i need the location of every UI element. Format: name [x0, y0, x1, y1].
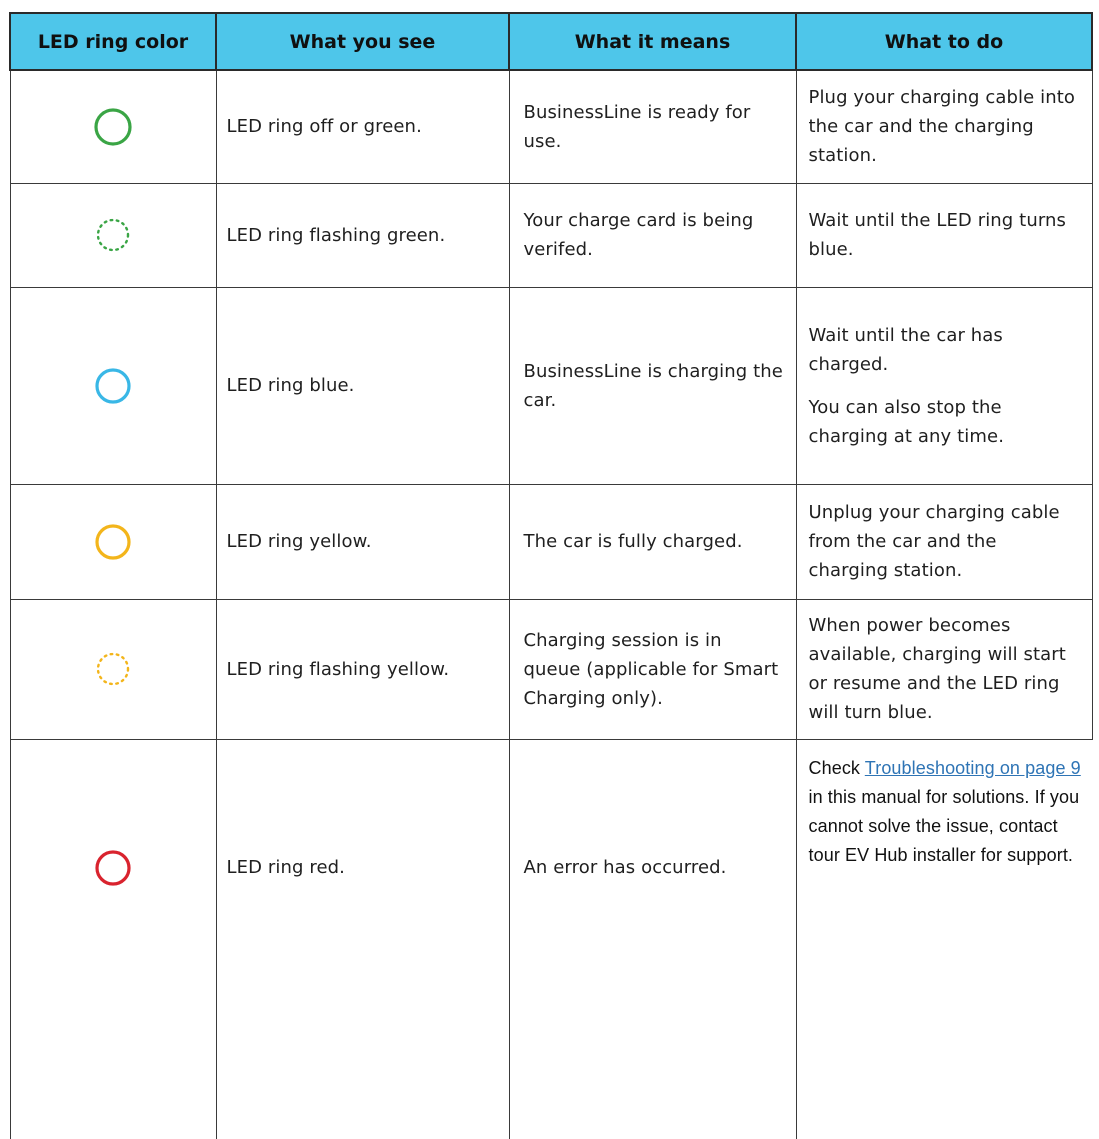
- flashing-green-ring-icon: [91, 224, 135, 245]
- troubleshooting-link[interactable]: Troubleshooting on page 9: [864, 757, 1081, 778]
- what-you-see-cell: [216, 739, 509, 1139]
- todo-prefix: Check: [808, 757, 865, 778]
- led-ring-color-cell: [10, 183, 216, 287]
- todo-text: Unplug your charging cable from the car and the charging station.: [808, 502, 1060, 581]
- what-you-see-cell: LED ring yellow.: [216, 484, 509, 599]
- table-row: [10, 484, 1092, 599]
- green-ring-icon: [91, 116, 135, 137]
- red-ring-icon: [91, 857, 135, 878]
- what-it-means-cell: Charging session is in queue (applicable for Smart Charging only).: [509, 599, 796, 739]
- led-status-table: [9, 12, 1093, 1139]
- todo-text: You can also stop the charging at any time.: [808, 396, 1005, 447]
- what-to-do-cell: [796, 287, 1092, 484]
- todo-text: Plug your charging cable into the car and the charging station.: [808, 87, 1076, 167]
- what-to-do-cell: [796, 599, 1092, 739]
- led-ring-color-cell: [10, 287, 216, 484]
- what-it-means-text: An error has occurred.: [523, 856, 727, 878]
- table-row: [10, 70, 1092, 183]
- led-ring-color-cell: [10, 739, 216, 1139]
- led-ring-color-cell: [10, 599, 216, 739]
- what-to-do-cell: [796, 183, 1092, 287]
- yellow-ring-icon: [91, 531, 135, 552]
- header-what-to-do: What to do: [796, 13, 1092, 70]
- what-you-see-cell: LED ring flashing yellow.: [216, 599, 509, 739]
- what-you-see-cell: LED ring off or green.: [216, 70, 509, 183]
- what-to-do-cell: [796, 484, 1092, 599]
- what-it-means-cell: BusinessLine is ready for use.: [509, 70, 796, 183]
- blue-ring-icon: [91, 375, 135, 396]
- table-header-row: [10, 13, 1092, 70]
- table-row: [10, 739, 1092, 1139]
- what-to-do-cell: [796, 70, 1092, 183]
- table-row: [10, 183, 1092, 287]
- what-you-see-text: LED ring red.: [226, 856, 345, 878]
- what-it-means-cell: Your charge card is being verifed.: [509, 183, 796, 287]
- what-it-means-cell: BusinessLine is charging the car.: [509, 287, 796, 484]
- flashing-yellow-ring-icon: [91, 658, 135, 679]
- table-row: [10, 599, 1092, 739]
- header-what-you-see: What you see: [216, 13, 509, 70]
- what-it-means-cell: The car is fully charged.: [509, 484, 796, 599]
- what-it-means-cell: [509, 739, 796, 1139]
- what-to-do-cell: [796, 739, 1092, 1139]
- what-you-see-cell: LED ring flashing green.: [216, 183, 509, 287]
- what-you-see-cell: LED ring blue.: [216, 287, 509, 484]
- led-ring-color-cell: [10, 484, 216, 599]
- led-ring-color-cell: [10, 70, 216, 183]
- header-what-it-means: What it means: [509, 13, 796, 70]
- todo-text: Wait until the car has charged.: [808, 324, 1003, 375]
- header-led-ring-color: LED ring color: [10, 13, 216, 70]
- todo-text: When power becomes available, charging will start or resume and the LED ring will turn blue.: [808, 615, 1066, 723]
- todo-text: Wait until the LED ring turns blue.: [808, 210, 1066, 260]
- table-row: [10, 287, 1092, 484]
- todo-suffix: in this manual for solutions. If you cannot solve the issue, contact tour EV Hub installer for support.: [808, 786, 1080, 865]
